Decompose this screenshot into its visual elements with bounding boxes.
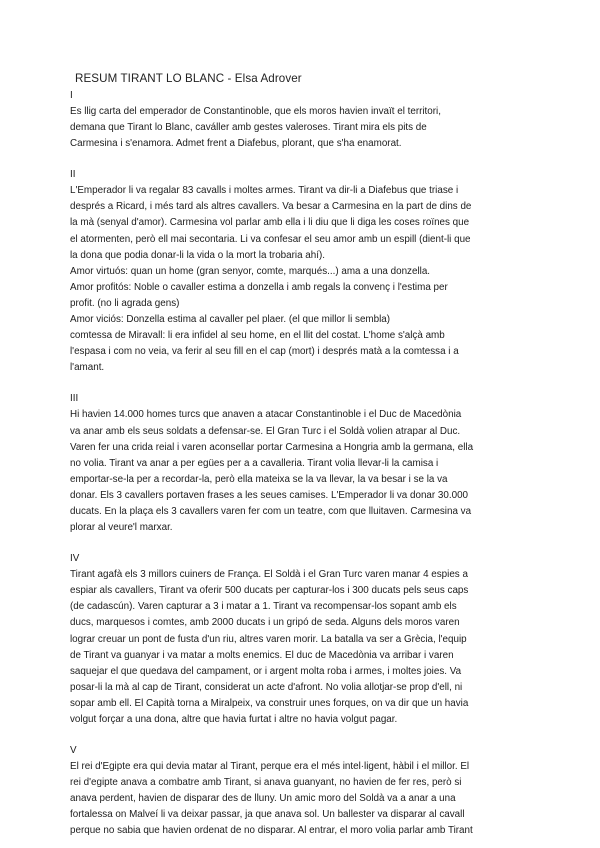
paragraph-line: perque no sabia que havien ordenat de no disparar. Al entrar, el moro volia parlar amb Tirant xyxy=(70,825,473,837)
paragraph-line: de Tirant va guanyar i va matar a molts enemics. El duc de Macedònia va arribar i varen xyxy=(70,649,454,661)
paragraph-line: saquejar el que quedava del campament, or i argent molta roba i armes, i moltes joies. Va xyxy=(70,665,462,677)
paragraph-line: Hi havien 14.000 homes turcs que anaven a atacar Constantinoble i el Duc de Macedònia xyxy=(70,409,462,421)
section-1 xyxy=(70,88,520,152)
section-5 xyxy=(70,743,520,839)
section-number: III xyxy=(70,393,79,405)
paragraph-line: Amor virtuós: quan un home (gran senyor, comte, marqués...) ama a una donzella. xyxy=(70,265,431,277)
paragraph-line: fortalessa on Malveí li va deixar passar, ja que anava sol. Un ballester va disparar al cavall xyxy=(70,809,465,821)
paragraph-line: posar-li la mà al cap de Tirant, considerat un acte d'afront. No volia allotjar-se prop d'ell, ni xyxy=(70,681,463,693)
paragraph-line: el atormenten, però ell mai secontaria. Li va confesar el seu amor amb un espill (dient-li que xyxy=(70,233,471,245)
section-paragraph xyxy=(70,104,520,152)
paragraph-line: la dona que podia donar-li la vida o la mort la trobaria ahí). xyxy=(70,249,325,261)
paragraph-line: (de cadascún). Varen capturar a 3 i matar a 1. Tirant va recompensar-los sopant amb els xyxy=(70,601,457,613)
paragraph-line: lograr creuar un pont de fusta d'un riu, altres varen morir. La batalla va ser a Grècia, l'equip xyxy=(70,633,467,645)
paragraph-line: Es llig carta del emperador de Constantinoble, que els moros havien invaït el territori, xyxy=(70,106,441,117)
section-number: IV xyxy=(70,553,80,565)
paragraph-line: Varen fer una crida reial i varen aconsellar portar Carmesina a Hongria amb la germana, ella xyxy=(70,441,474,453)
paragraph-line: rei d'egipte anava a combatre amb Tirant, si anava guanyant, no havien de fer res, però si xyxy=(70,777,462,789)
section-3 xyxy=(70,391,520,536)
paragraph-line: ducats. En la plaça els 3 cavallers varen fer com un teatre, com que lluitaven. Carmesina va xyxy=(70,505,472,517)
section-paragraph xyxy=(70,183,520,376)
paragraph-line: Carmesina i s'enamora. Admet frent a Diafebus, plorant, que s'ha enamorat. xyxy=(70,138,402,150)
paragraph-line: va anar amb els seus soldats a defensar-se. El Gran Turc i el Soldà volien atrapar al Duc. xyxy=(70,425,461,437)
section-number: I xyxy=(70,90,73,101)
paragraph-line: donar. Els 3 cavallers portaven frases a les seues camises. L'Emperador li va donar 30.000 xyxy=(70,489,469,501)
paragraph-line: comtessa de Miravall: li era infidel al seu home, en el llit del costat. L'home s'alçà amb xyxy=(70,330,445,342)
paragraph-line: demana que Tirant lo Blanc, caváller amb gestes valeroses. Tirant mira els pits de xyxy=(70,122,427,134)
paragraph-line: Amor viciós: Donzella estima al cavaller pel plaer. (el que millor li sembla) xyxy=(70,314,391,326)
paragraph-line: emportar-se-la per a recordar-la, però ella mateixa se la va llevar, la va besar i se la va xyxy=(70,473,448,485)
paragraph-line: anava perdent, havien de disparar des de lluny. Un amic moro del Soldà va a anar a una xyxy=(70,793,456,805)
section-4 xyxy=(70,551,520,728)
paragraph-line: l'espasa i com no veia, va ferir al seu fill en el cap (mort) i després matà a la comtessa i a xyxy=(70,346,459,358)
section-number: V xyxy=(70,745,77,757)
paragraph-line: L'Emperador li va regalar 83 cavalls i moltes armes. Tirant va dir-li a Diafebus que triase i xyxy=(70,185,459,197)
paragraph-line: l'amant. xyxy=(70,362,105,374)
document-body xyxy=(70,88,520,840)
paragraph-line: Amor profitós: Noble o cavaller estima a donzella i amb regals la convenç i l'estima per xyxy=(70,281,448,293)
paragraph-line: després a Ricard, i més tard als altres cavallers. Va besar a Carmesina en la part de dins de xyxy=(70,201,472,213)
paragraph-line: plorar al veure'l marxar. xyxy=(70,522,173,534)
paragraph-line: El rei d'Egipte era qui devia matar al Tirant, perque era el més intel·ligent, hàbil i el millor. El xyxy=(70,761,470,773)
paragraph-line: volgut forçar a una dona, altre que havia furtat i altre no havia volgut pagar. xyxy=(70,714,398,725)
section-2 xyxy=(70,167,520,376)
paragraph-line: la mà (senyal d'amor). Carmesina vol parlar amb ella i li diu que li diga les coses roïnes que xyxy=(70,217,470,229)
section-paragraph xyxy=(70,567,520,728)
paragraph-line: sopar amb ell. El Capità torna a Miralpeix, va construir unes forques, on va dir que un havia xyxy=(70,697,469,709)
paragraph-line: ducs, marquesos i comtes, amb 2000 ducats i un gripó de seda. Alguns dels moros varen xyxy=(70,617,460,629)
paragraph-line: profit. (no li agrada gens) xyxy=(70,297,180,309)
paragraph-line: Tirant agafà els 3 millors cuiners de França. El Soldà i el Gran Turc varen manar 4 espies a xyxy=(70,569,468,581)
section-number: II xyxy=(70,169,76,181)
paragraph-line: no volia. Tirant va anar a per egües per a a cavalleria. Tirant volia llevar-li la camisa i xyxy=(70,457,439,469)
section-paragraph xyxy=(70,759,520,839)
document-title: RESUM TIRANT LO BLANC - Elsa Adrover xyxy=(75,72,302,85)
paragraph-line: espiar als cavallers, Tirant va oferir 500 ducats per capturar-los i 300 ducats pels seus caps xyxy=(70,585,469,597)
section-paragraph xyxy=(70,407,520,536)
